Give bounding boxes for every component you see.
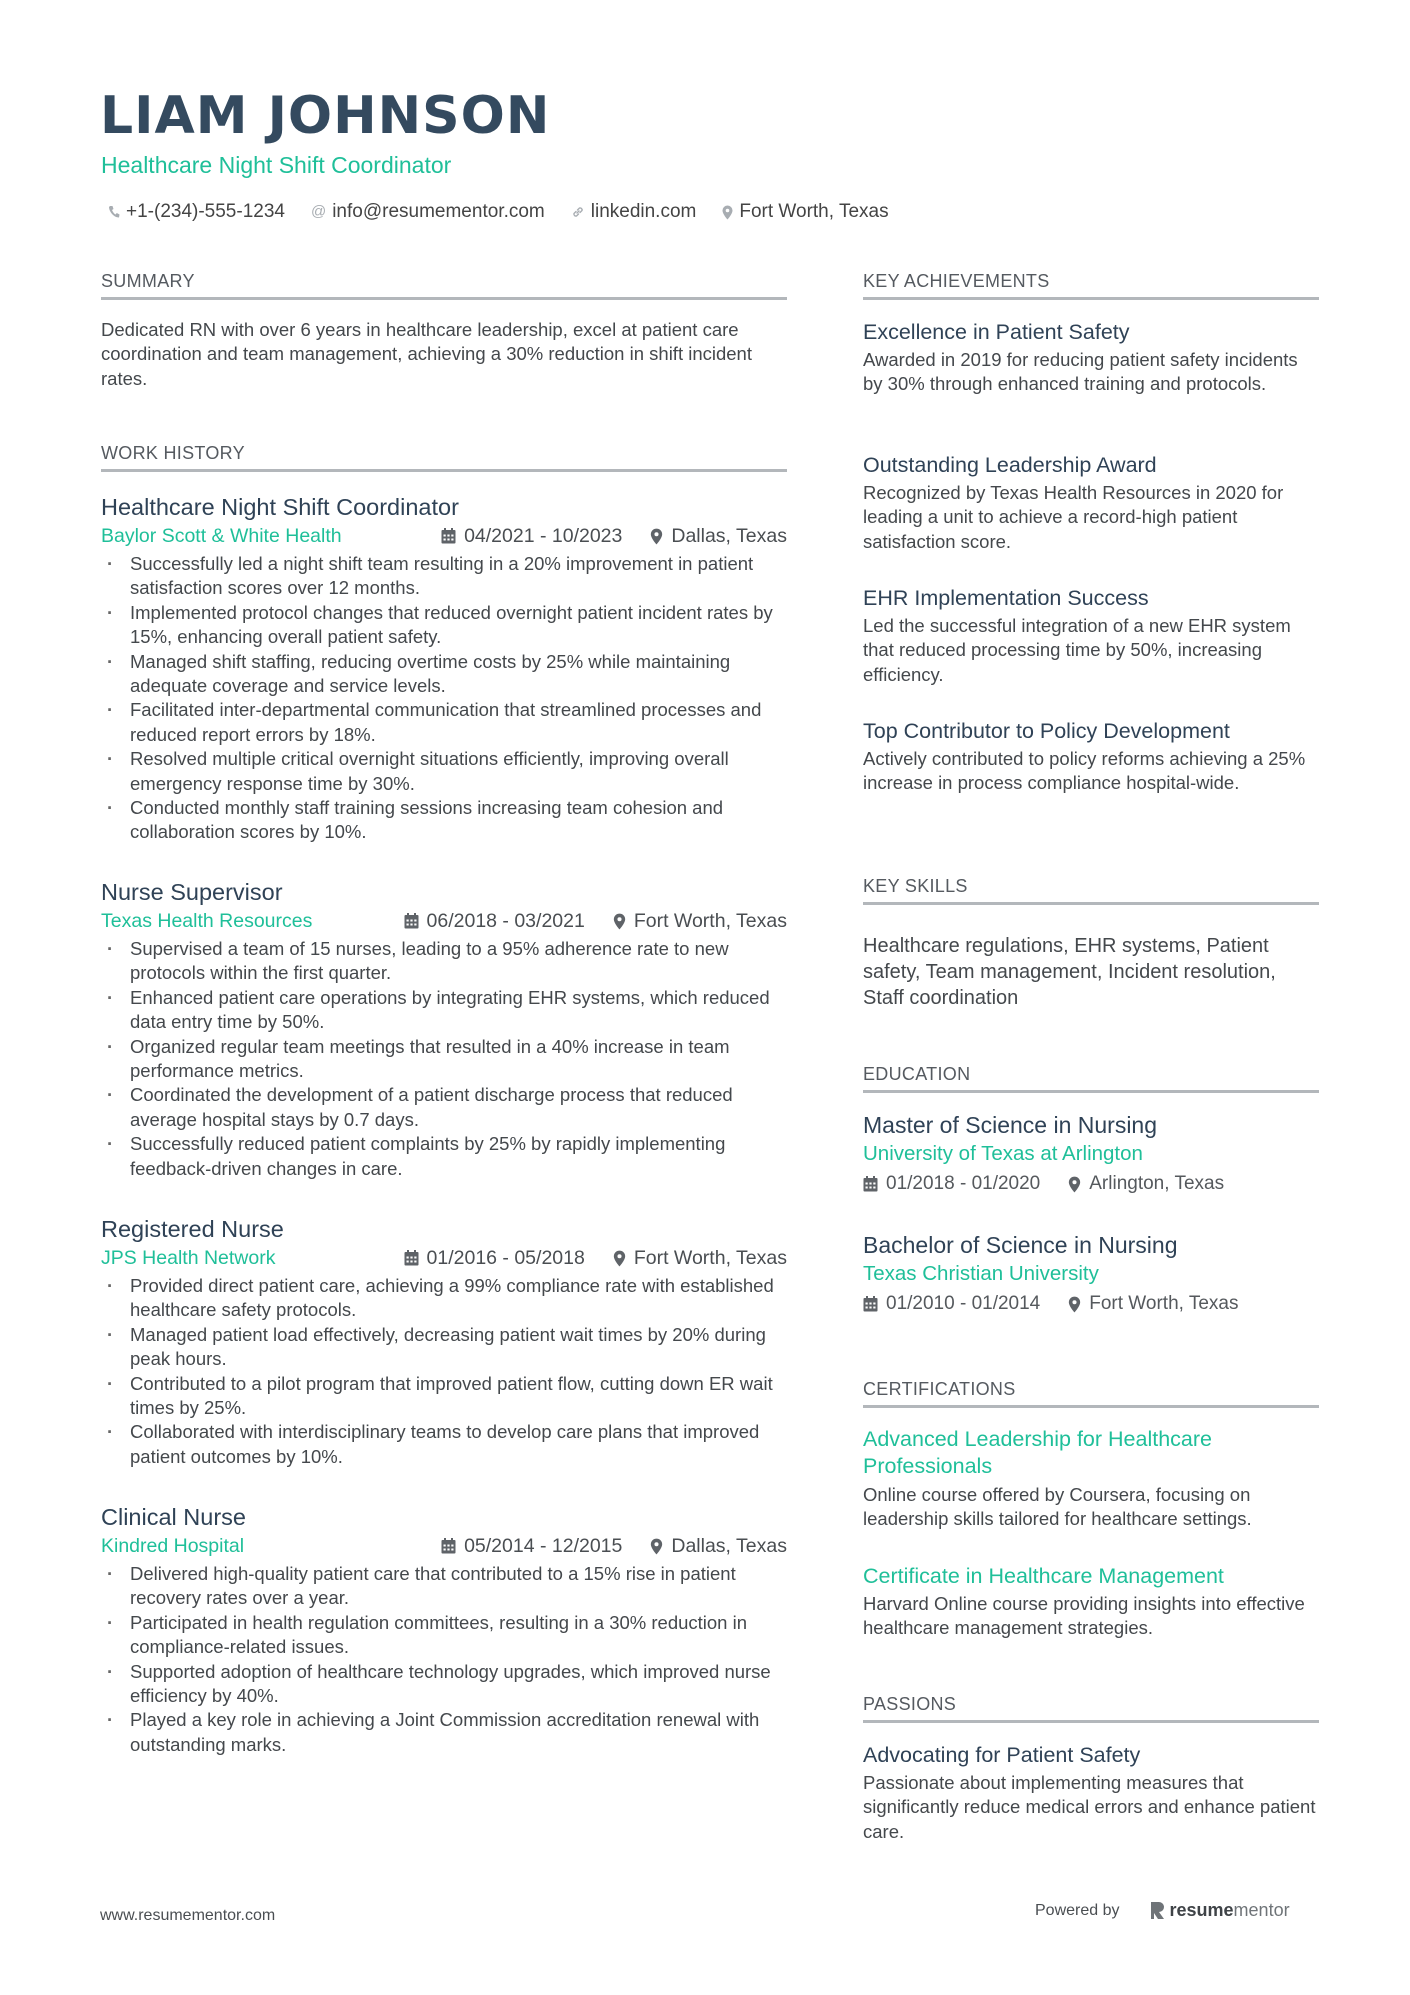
work-history-section xyxy=(101,441,787,472)
contact-location xyxy=(722,199,888,225)
bullet-item: · Successfully reduced patient complaints by 25% by rapidly implementing feedback-driven changes in care. xyxy=(101,1132,787,1181)
job-location: Dallas, Texas xyxy=(671,1535,787,1557)
bullet-item: · Enhanced patient care operations by integrating EHR systems, which reduced data entry time by 50%. xyxy=(101,986,787,1035)
section-divider xyxy=(101,469,787,472)
logo-text-light: mentor xyxy=(1233,1900,1290,1920)
calendar-icon xyxy=(863,1296,878,1312)
certification-item xyxy=(863,1562,1319,1641)
contact-email-text: info@resumementor.com xyxy=(332,201,545,222)
job-title: Healthcare Night Shift Coordinator xyxy=(101,494,459,520)
certification-item xyxy=(863,1426,1319,1532)
job-location: Fort Worth, Texas xyxy=(633,1247,787,1269)
passion-item xyxy=(863,1741,1319,1844)
job-entry xyxy=(101,1502,787,1757)
bullet-item: · Played a key role in achieving a Joint Commission accreditation renewal with outstanding marks. xyxy=(101,1708,787,1757)
bullet-item: · Provided direct patient care, achieving a 99% compliance rate with established healthcare safety protocols. xyxy=(101,1274,787,1323)
bullet-item: · Managed shift staffing, reducing overtime costs by 25% while maintaining adequate coverage and service levels. xyxy=(101,650,787,699)
section-heading: PASSIONS xyxy=(863,1694,957,1714)
job-meta xyxy=(101,1244,787,1272)
section-heading: KEY ACHIEVEMENTS xyxy=(863,271,1050,291)
certification-text: Harvard Online course providing insights into effective healthcare management strategies. xyxy=(863,1593,1305,1639)
bullet-item: · Implemented protocol changes that reduced overnight patient incident rates by 15%, enhancing overall patient safety. xyxy=(101,601,787,650)
job-dates: 04/2021 - 10/2023 xyxy=(464,525,623,547)
job-entry xyxy=(101,492,787,845)
contact-email[interactable] xyxy=(311,199,545,225)
job-location: Fort Worth, Texas xyxy=(633,910,787,932)
contact-phone[interactable] xyxy=(108,199,285,225)
bullet-item: · Organized regular team meetings that resulted in a 40% increase in team performance metrics. xyxy=(101,1035,787,1084)
section-heading: CERTIFICATIONS xyxy=(863,1379,1016,1399)
company-name: Texas Health Resources xyxy=(101,910,313,932)
job-dates: 05/2014 - 12/2015 xyxy=(464,1535,623,1557)
location-pin-icon xyxy=(722,205,733,220)
phone-icon xyxy=(108,205,120,219)
bullet-item: · Supervised a team of 15 nurses, leading to a 95% adherence rate to new protocols within the first quarter. xyxy=(101,937,787,986)
degree-title: Bachelor of Science in Nursing xyxy=(863,1232,1178,1258)
achievement-text: Recognized by Texas Health Resources in 2020 for leading a unit to achieve a record-high patient satisfaction score. xyxy=(863,482,1284,552)
powered-by-label: Powered by xyxy=(1035,1901,1120,1919)
section-divider xyxy=(863,297,1319,300)
section-heading: SUMMARY xyxy=(101,271,195,291)
achievement-text: Awarded in 2019 for reducing patient safety incidents by 30% through enhanced training and protocols. xyxy=(863,349,1298,395)
passion-title: Advocating for Patient Safety xyxy=(863,1743,1141,1767)
section-divider xyxy=(863,1090,1319,1093)
candidate-title: Healthcare Night Shift Coordinator xyxy=(101,152,452,178)
calendar-icon xyxy=(404,1250,419,1266)
bullet-item: · Successfully led a night shift team resulting in a 20% improvement in patient satisfaction scores over 12 months. xyxy=(101,552,787,601)
contact-location-text: Fort Worth, Texas xyxy=(739,201,889,222)
section-divider xyxy=(863,1720,1319,1723)
section-heading: EDUCATION xyxy=(863,1064,971,1084)
achievement-item xyxy=(863,318,1319,397)
education-location: Fort Worth, Texas xyxy=(1089,1293,1239,1314)
achievement-title: EHR Implementation Success xyxy=(863,586,1149,610)
calendar-icon xyxy=(863,1176,878,1192)
education-item xyxy=(863,1231,1319,1319)
contact-phone-text: +1-(234)-555-1234 xyxy=(126,201,285,222)
company-name: JPS Health Network xyxy=(101,1247,276,1269)
resumementor-logo[interactable] xyxy=(1150,1900,1290,1921)
job-title: Clinical Nurse xyxy=(101,1504,246,1530)
contact-linkedin[interactable] xyxy=(571,199,697,225)
location-pin-icon xyxy=(613,913,626,930)
job-entry xyxy=(101,1214,787,1469)
bullet-item: · Supported adoption of healthcare technology upgrades, which improved nurse efficiency by 40%. xyxy=(101,1660,787,1709)
job-meta xyxy=(101,1532,787,1560)
location-pin-icon xyxy=(613,1250,626,1267)
education-dates: 01/2018 - 01/2020 xyxy=(886,1173,1041,1194)
section-divider xyxy=(101,297,787,300)
footer-website-link[interactable]: www.resumementor.com xyxy=(100,1907,276,1924)
job-title: Registered Nurse xyxy=(101,1216,284,1242)
job-bullets xyxy=(101,1562,787,1757)
summary-text: Dedicated RN with over 6 years in healthcare leadership, excel at patient care coordination and team management, achieving a 30% reduction in shift incident rates. xyxy=(101,319,752,389)
job-dates: 01/2016 - 05/2018 xyxy=(426,1247,585,1269)
degree-title: Master of Science in Nursing xyxy=(863,1112,1158,1138)
achievement-title: Outstanding Leadership Award xyxy=(863,453,1157,477)
calendar-icon xyxy=(441,528,456,544)
achievement-text: Led the successful integration of a new EHR system that reduced processing time by 50%, increasing efficiency. xyxy=(863,615,1291,685)
skills-text: Healthcare regulations, EHR systems, Patient safety, Team management, Incident resolution, Staff coordination xyxy=(863,935,1276,1009)
section-heading: WORK HISTORY xyxy=(101,443,245,463)
achievement-title: Excellence in Patient Safety xyxy=(863,320,1130,344)
location-pin-icon xyxy=(1068,1176,1081,1193)
bullet-item: · Participated in health regulation committees, resulting in a 30% reduction in compliance-related issues. xyxy=(101,1611,787,1660)
bullet-item: · Contributed to a pilot program that improved patient flow, cutting down ER wait times by 25%. xyxy=(101,1372,787,1421)
location-pin-icon xyxy=(1068,1296,1081,1313)
achievement-item xyxy=(863,451,1319,554)
job-bullets xyxy=(101,937,787,1181)
institution-name: Texas Christian University xyxy=(863,1262,1099,1285)
bullet-item: · Coordinated the development of a patient discharge process that reduced average hospital stays by 0.7 days. xyxy=(101,1083,787,1132)
calendar-icon xyxy=(441,1538,456,1554)
section-divider xyxy=(863,1405,1319,1408)
education-dates: 01/2010 - 01/2014 xyxy=(886,1293,1041,1314)
certification-title: Certificate in Healthcare Management xyxy=(863,1564,1224,1588)
footer-branding xyxy=(1035,1900,1290,1921)
calendar-icon xyxy=(404,913,419,929)
job-location: Dallas, Texas xyxy=(671,525,787,547)
job-bullets xyxy=(101,1274,787,1469)
company-name: Kindred Hospital xyxy=(101,1535,245,1557)
achievements-section xyxy=(863,269,1319,300)
certifications-section xyxy=(863,1377,1319,1408)
education-location: Arlington, Texas xyxy=(1089,1173,1225,1194)
contact-linkedin-text: linkedin.com xyxy=(590,201,697,222)
education-section xyxy=(863,1062,1319,1093)
at-icon: @ xyxy=(310,203,327,220)
logo-mark-icon xyxy=(1150,1901,1165,1920)
institution-name: University of Texas at Arlington xyxy=(863,1142,1143,1165)
job-meta xyxy=(101,907,787,935)
link-icon xyxy=(571,205,585,219)
skills-section xyxy=(863,874,1319,1011)
passions-section xyxy=(863,1692,1319,1723)
location-pin-icon xyxy=(650,528,663,545)
job-entry xyxy=(101,877,787,1181)
bullet-item: · Collaborated with interdisciplinary teams to develop care plans that improved patient outcomes by 10%. xyxy=(101,1420,787,1469)
certification-text: Online course offered by Coursera, focusing on leadership skills tailored for healthcare settings. xyxy=(863,1484,1252,1530)
location-pin-icon xyxy=(650,1538,663,1555)
bullet-item: · Delivered high-quality patient care that contributed to a 15% rise in patient recovery rates over a year. xyxy=(101,1562,787,1611)
job-title: Nurse Supervisor xyxy=(101,879,283,905)
education-meta xyxy=(863,1289,1319,1319)
summary-section xyxy=(101,269,787,391)
achievement-title: Top Contributor to Policy Development xyxy=(863,719,1230,743)
certification-title: Advanced Leadership for Healthcare Professionals xyxy=(863,1427,1212,1478)
bullet-item: · Facilitated inter-departmental communication that streamlined processes and reduced report errors by 18%. xyxy=(101,698,787,747)
section-divider xyxy=(863,902,1319,905)
education-item xyxy=(863,1111,1319,1199)
company-name: Baylor Scott & White Health xyxy=(101,525,342,547)
education-meta xyxy=(863,1169,1319,1199)
section-heading: KEY SKILLS xyxy=(863,876,968,896)
logo-text-bold: resume xyxy=(1169,1900,1234,1920)
job-meta xyxy=(101,522,787,550)
bullet-item: · Conducted monthly staff training sessions increasing team cohesion and collaboration scores by 10%. xyxy=(101,796,787,845)
achievement-text: Actively contributed to policy reforms achieving a 25% increase in process compliance hospital-wide. xyxy=(863,748,1306,794)
bullet-item: · Resolved multiple critical overnight situations efficiently, improving overall emergency response time by 30%. xyxy=(101,747,787,796)
job-bullets xyxy=(101,552,787,845)
achievement-item xyxy=(863,717,1319,796)
contact-bar xyxy=(108,199,915,225)
passion-text: Passionate about implementing measures that significantly reduce medical errors and enhance patient care. xyxy=(863,1772,1316,1842)
achievement-item xyxy=(863,584,1319,687)
candidate-name: LIAM JOHNSON xyxy=(100,86,551,146)
job-dates: 06/2018 - 03/2021 xyxy=(426,910,585,932)
bullet-item: · Managed patient load effectively, decreasing patient wait times by 20% during peak hours. xyxy=(101,1323,787,1372)
